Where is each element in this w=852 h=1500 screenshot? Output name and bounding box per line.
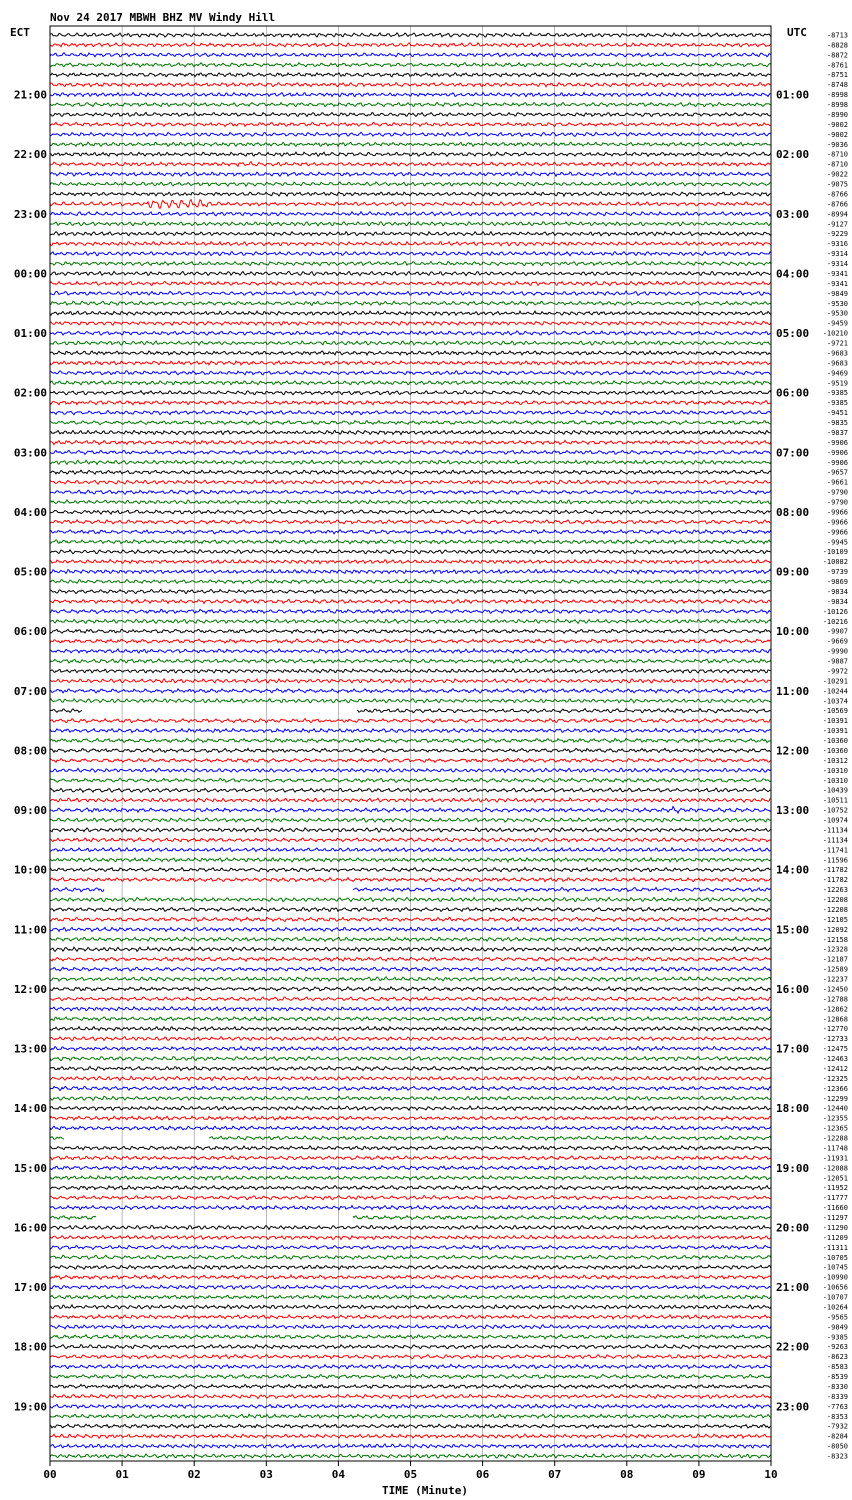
trace-offset-label: -10126	[822, 607, 848, 616]
trace-offset-label: -9341	[826, 279, 848, 288]
trace-offset-label: -8994	[826, 210, 848, 219]
utc-hour-label: 02:00	[776, 148, 810, 162]
trace-offset-label: -8710	[826, 160, 848, 169]
trace-offset-label: -9906	[826, 458, 848, 467]
trace-offset-label: -9835	[826, 419, 848, 428]
trace-offset-label: -12475	[822, 1045, 848, 1054]
ect-hour-label: 12:00	[13, 982, 47, 996]
trace-offset-label: -9683	[826, 349, 848, 358]
trace-offset-label: -10511	[822, 796, 848, 805]
trace-offset-label: -9834	[826, 587, 848, 596]
trace-offset-label: -9469	[826, 369, 848, 378]
trace-offset-label: -10310	[822, 776, 848, 785]
trace-offset-label: -12325	[822, 1074, 848, 1083]
trace-offset-label: -11748	[822, 1144, 848, 1153]
trace-offset-label: -7932	[826, 1422, 848, 1431]
ect-hour-label: 17:00	[13, 1281, 47, 1295]
utc-hour-label: 05:00	[776, 327, 810, 341]
utc-hour-label: 16:00	[776, 982, 810, 996]
x-tick-label: 10	[764, 1468, 778, 1481]
ect-hour-label: 16:00	[13, 1221, 47, 1235]
x-tick-label: 05	[403, 1468, 418, 1481]
trace-offset-label: -10310	[822, 766, 848, 775]
trace-offset-label: -8353	[826, 1412, 848, 1421]
trace-offset-label: -9990	[826, 647, 848, 656]
x-tick-label: 03	[259, 1468, 273, 1481]
trace-offset-label: -8623	[826, 1353, 848, 1362]
x-tick-label: 04	[331, 1468, 346, 1481]
trace-offset-label: -8872	[826, 51, 848, 60]
ect-hour-label: 11:00	[13, 923, 47, 937]
trace-offset-label: -8050	[826, 1442, 848, 1451]
utc-hour-label: 22:00	[776, 1340, 810, 1354]
trace-offset-label: -9036	[826, 140, 848, 149]
trace-offset-label: -11782	[822, 866, 848, 875]
utc-hour-label: 04:00	[776, 267, 810, 281]
ect-hour-label: 05:00	[13, 565, 47, 579]
trace-offset-label: -9314	[826, 260, 848, 269]
trace-offset-label: -12208	[822, 905, 848, 914]
trace-offset-label: -8828	[826, 41, 848, 50]
trace-offset-label: -12263	[822, 886, 848, 895]
trace-offset-label: -12288	[822, 1134, 848, 1143]
trace-offset-label: -9790	[826, 488, 848, 497]
utc-hour-label: 06:00	[776, 386, 810, 400]
ect-hour-labels	[14, 89, 47, 1414]
trace-offset-label: -8748	[826, 81, 848, 90]
trace-offset-label: -9837	[826, 428, 848, 437]
x-tick-labels	[43, 1468, 777, 1481]
trace-offset-label: -9385	[826, 389, 848, 398]
utc-hour-label: 07:00	[776, 446, 810, 460]
trace-offset-label: -10264	[822, 1303, 848, 1312]
trace-offset-label: -8998	[826, 101, 848, 110]
ect-hour-label: 13:00	[13, 1042, 47, 1056]
trace-offset-label: -8766	[826, 190, 848, 199]
trace-offset-label: -10705	[822, 1253, 848, 1262]
utc-hour-label: 19:00	[776, 1161, 810, 1175]
trace-offset-label: -11134	[822, 826, 848, 835]
trace-offset-label: -9907	[826, 627, 848, 636]
ect-hour-label: 02:00	[13, 386, 47, 400]
trace-offset-label: -12088	[822, 1164, 848, 1173]
utc-hour-label: 13:00	[776, 804, 810, 818]
trace-offset-label: -9966	[826, 528, 848, 537]
trace-offset-label: -11297	[822, 1214, 848, 1223]
trace-offset-label: -10109	[822, 548, 848, 557]
trace-offset-label: -9721	[826, 339, 848, 348]
ect-hour-label: 14:00	[13, 1102, 47, 1116]
trace-offset-label: -12105	[822, 915, 848, 924]
trace-offset-label: -9075	[826, 180, 848, 189]
trace-offset-label: -10569	[822, 707, 848, 716]
trace-offset-label: -11660	[822, 1204, 848, 1213]
utc-hour-label: 09:00	[776, 565, 810, 579]
trace-offset-label: -10374	[822, 697, 848, 706]
trace-offset-label: -9669	[826, 637, 848, 646]
trace-offset-label: -11134	[822, 836, 848, 845]
trace-offset-label: -10745	[822, 1263, 848, 1272]
trace-offset-label: -7763	[826, 1402, 848, 1411]
trace-offset-label: -10360	[822, 746, 848, 755]
trace-offset-label: -9385	[826, 399, 848, 408]
trace-offset-label: -10990	[822, 1273, 848, 1282]
trace-offset-label: -8330	[826, 1382, 848, 1391]
trace-offset-label: -12237	[822, 975, 848, 984]
trace-offset-label: -12092	[822, 925, 848, 934]
ect-hour-label: 03:00	[13, 446, 47, 460]
trace-offset-label: -10752	[822, 806, 848, 815]
trace-offset-label: -11209	[822, 1233, 848, 1242]
trace-offset-label: -12365	[822, 1124, 848, 1133]
trace-offset-label: -10391	[822, 717, 848, 726]
trace-offset-label: -9022	[826, 170, 848, 179]
trace-offset-label: -10082	[822, 558, 848, 567]
trace-offset-label: -12450	[822, 985, 848, 994]
trace-offset-label: -11311	[822, 1243, 848, 1252]
trace-offset-label: -12868	[822, 1015, 848, 1024]
trace-offset-label: -9229	[826, 230, 848, 239]
trace-offset-label: -12788	[822, 995, 848, 1004]
utc-hour-label: 12:00	[776, 744, 810, 758]
trace-offset-label: -9519	[826, 379, 848, 388]
trace-offset-label: -9565	[826, 1313, 848, 1322]
trace-offset-label: -12862	[822, 1005, 848, 1014]
trace-offset-label: -10360	[822, 737, 848, 746]
trace-offset-label: -12589	[822, 965, 848, 974]
ect-hour-label: 22:00	[13, 148, 47, 162]
trace-offset-label: -9657	[826, 468, 848, 477]
trace-offset-labels	[823, 31, 848, 1460]
trace-offset-label: -11952	[822, 1184, 848, 1193]
x-tick-label: 09	[692, 1468, 706, 1481]
trace-offset-label: -11782	[822, 876, 848, 885]
trace-offset-label: -9739	[826, 568, 848, 577]
trace-offset-label: -10216	[822, 617, 848, 626]
trace-offset-label: -9966	[826, 508, 848, 517]
trace-offset-label: -8713	[826, 31, 848, 40]
trace-offset-label: -10210	[822, 329, 848, 338]
trace-offset-label: -9945	[826, 538, 848, 547]
trace-offset-label: -12366	[822, 1084, 848, 1093]
trace-offset-label: -9966	[826, 518, 848, 527]
utc-hour-label: 14:00	[776, 863, 810, 877]
utc-hour-label: 18:00	[776, 1102, 810, 1116]
trace-offset-label: -10439	[822, 786, 848, 795]
trace-offset-label: -12440	[822, 1104, 848, 1113]
trace-offset-label: -10391	[822, 727, 848, 736]
trace-offset-label: -9002	[826, 120, 848, 129]
trace-offset-label: -8751	[826, 71, 848, 80]
trace-offset-label: -8766	[826, 200, 848, 209]
trace-offset-label: -8761	[826, 61, 848, 70]
trace-offset-label: -8583	[826, 1363, 848, 1372]
trace-offset-label: -9849	[826, 1323, 848, 1332]
trace-offset-label: -12412	[822, 1064, 848, 1073]
trace-offset-label: -9385	[826, 1333, 848, 1342]
trace-offset-label: -12208	[822, 896, 848, 905]
trace-offset-label: -9661	[826, 478, 848, 487]
trace-offset-label: -9127	[826, 220, 848, 229]
trace-offset-label: -8323	[826, 1452, 848, 1461]
utc-hour-label: 17:00	[776, 1042, 810, 1056]
trace-offset-label: -12158	[822, 935, 848, 944]
trace-offset-label: -11596	[822, 856, 848, 865]
ect-hour-label: 10:00	[13, 863, 47, 877]
trace-offset-label: -9849	[826, 289, 848, 298]
trace-offset-label: -12051	[822, 1174, 848, 1183]
trace-offset-label: -12299	[822, 1094, 848, 1103]
trace-offset-label: -9451	[826, 409, 848, 418]
utc-hour-label: 20:00	[776, 1221, 810, 1235]
trace-offset-label: -11931	[822, 1154, 848, 1163]
trace-offset-label: -9790	[826, 498, 848, 507]
ect-hour-label: 23:00	[13, 207, 47, 221]
trace-offset-label: -9530	[826, 299, 848, 308]
trace-offset-label: -9263	[826, 1343, 848, 1352]
ect-hour-label: 08:00	[13, 744, 47, 758]
trace-offset-label: -9834	[826, 597, 848, 606]
x-tick-label: 02	[187, 1468, 201, 1481]
ect-hour-label: 19:00	[13, 1400, 47, 1414]
trace-offset-label: -12355	[822, 1114, 848, 1123]
trace-offset-label: -9316	[826, 240, 848, 249]
trace-offset-label: -9530	[826, 309, 848, 318]
trace-offset-label: -9972	[826, 667, 848, 676]
utc-hour-labels	[776, 89, 809, 1414]
trace-offset-label: -10656	[822, 1283, 848, 1292]
trace-offset-label: -12463	[822, 1055, 848, 1064]
utc-hour-label: 21:00	[776, 1281, 810, 1295]
utc-hour-label: 23:00	[776, 1400, 810, 1414]
trace-offset-label: -10974	[822, 816, 848, 825]
trace-offset-label: -8539	[826, 1373, 848, 1382]
trace-offset-label: -8998	[826, 91, 848, 100]
x-tick-label: 06	[475, 1468, 490, 1481]
utc-hour-label: 01:00	[776, 88, 810, 102]
trace-offset-label: -11290	[822, 1223, 848, 1232]
trace-offset-label: -9341	[826, 269, 848, 278]
trace-offset-label: -12328	[822, 945, 848, 954]
x-tick-label: 08	[620, 1468, 634, 1481]
trace-offset-label: -9906	[826, 448, 848, 457]
ect-hour-label: 21:00	[13, 88, 47, 102]
right-timezone-label: UTC	[787, 26, 807, 39]
trace-offset-label: -12187	[822, 955, 848, 964]
ect-hour-label: 18:00	[13, 1340, 47, 1354]
left-timezone-label: ECT	[10, 26, 30, 39]
trace-offset-label: -9459	[826, 319, 848, 328]
chart-title: Nov 24 2017 MBWH BHZ MV Windy Hill	[50, 11, 276, 24]
trace-offset-label: -11741	[822, 846, 848, 855]
trace-offset-label: -9906	[826, 438, 848, 447]
trace-offset-label: -8284	[826, 1432, 848, 1441]
ect-hour-label: 04:00	[13, 505, 47, 519]
utc-hour-label: 08:00	[776, 505, 810, 519]
x-tick-label: 07	[548, 1468, 562, 1481]
trace-offset-label: -9002	[826, 130, 848, 139]
utc-hour-label: 11:00	[776, 684, 810, 698]
x-tick-label: 00	[43, 1468, 57, 1481]
utc-hour-label: 15:00	[776, 923, 810, 937]
trace-offset-label: -9869	[826, 578, 848, 587]
trace-offset-label: -11777	[822, 1194, 848, 1203]
ect-hour-label: 07:00	[13, 684, 47, 698]
trace-offset-label: -10707	[822, 1293, 848, 1302]
trace-offset-label: -10244	[822, 687, 848, 696]
trace-offset-label: -8710	[826, 150, 848, 159]
ect-hour-label: 01:00	[13, 327, 47, 341]
trace-offset-label: -8339	[826, 1392, 848, 1401]
trace-offset-label: -9314	[826, 250, 848, 259]
ect-hour-label: 15:00	[13, 1161, 47, 1175]
trace-offset-label: -10312	[822, 756, 848, 765]
plot-frame	[50, 26, 771, 1466]
trace-offset-label: -9887	[826, 657, 848, 666]
trace-offset-label: -8990	[826, 110, 848, 119]
ect-hour-label: 09:00	[13, 804, 47, 818]
x-tick-label: 01	[115, 1468, 129, 1481]
trace-offset-label: -12770	[822, 1025, 848, 1034]
ect-hour-label: 00:00	[13, 267, 47, 281]
utc-hour-label: 03:00	[776, 207, 810, 221]
trace-offset-label: -9683	[826, 359, 848, 368]
x-axis-label: TIME (Minute)	[381, 1484, 469, 1497]
ect-hour-label: 06:00	[13, 625, 47, 639]
trace-offset-label: -10291	[822, 677, 848, 686]
utc-hour-label: 10:00	[776, 625, 810, 639]
trace-offset-label: -12733	[822, 1035, 848, 1044]
